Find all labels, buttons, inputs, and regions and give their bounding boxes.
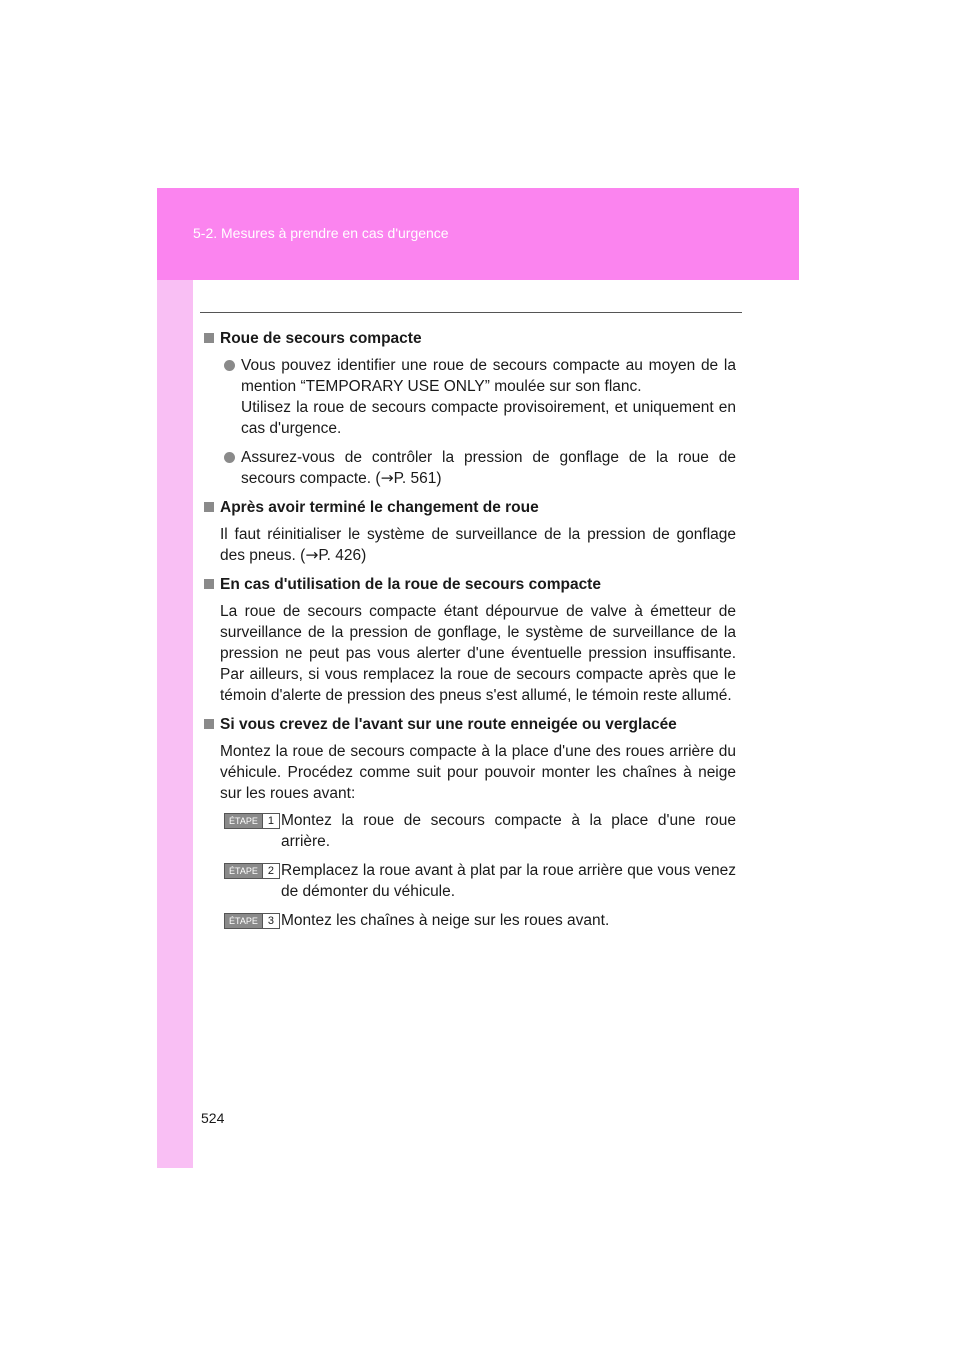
top-rule — [200, 312, 742, 313]
section-title: En cas d'utilisation de la roue de secours compacte — [203, 574, 736, 595]
section-title: Après avoir terminé le changement de roue — [203, 497, 736, 518]
section-text: La roue de secours compacte étant dépourvue de valve à émetteur de surveillance de la pression de gonflage, le système de surveillance de la pression ne peut pas vous alerter d'une éventuelle pression insuffisante. Par ailleurs, si vous remplacez la roue de secours compacte après que le témoin d'alerte de pression des pneus s'est allumé, le témoin reste allumé. — [220, 603, 736, 704]
step-item — [203, 910, 736, 931]
section-title: Si vous crevez de l'avant sur une route enneigée ou verglacée — [203, 714, 736, 735]
round-bullet-icon — [224, 452, 235, 463]
section-text: Il faut réinitialiser le système de surveillance de la pression de gonflage des pneus. (→P. 426) — [220, 526, 736, 564]
section-after-change — [203, 497, 736, 566]
chapter-title: 5-2. Mesures à prendre en cas d'urgence — [193, 225, 449, 241]
square-bullet-icon — [204, 579, 214, 589]
section-snow-ice — [203, 714, 736, 931]
step-item — [203, 810, 736, 852]
bullet-item — [203, 355, 736, 397]
section-compact-spare — [203, 328, 736, 489]
step-badge: ÉTAPE 2 — [224, 863, 280, 879]
bullet-continuation — [203, 397, 736, 439]
page-reference[interactable]: P. 561) — [393, 470, 442, 487]
arrow-icon: → — [305, 546, 319, 564]
bullet-item — [203, 447, 736, 489]
step-badge: ÉTAPE 1 — [224, 813, 280, 829]
arrow-icon: → — [380, 469, 394, 487]
section-title: Roue de secours compacte — [203, 328, 736, 349]
bullet-text: Vous pouvez identifier une roue de secours compacte au moyen de la mention “TEMPORARY USE ONLY” moulée sur son flanc. — [241, 357, 736, 395]
round-bullet-icon — [224, 360, 235, 371]
step-item — [203, 860, 736, 902]
square-bullet-icon — [204, 719, 214, 729]
page-number: 524 — [201, 1110, 225, 1126]
step-badge: ÉTAPE 3 — [224, 913, 280, 929]
side-strip — [157, 188, 193, 1168]
square-bullet-icon — [204, 502, 214, 512]
page-reference[interactable]: P. 426) — [318, 547, 367, 564]
step-text: Montez les chaînes à neige sur les roues avant. — [281, 912, 610, 929]
section-text: Montez la roue de secours compacte à la place d'une des roues arrière du véhicule. Procédez comme suit pour pouvoir monter les chaînes à neige sur les roues avant: — [220, 743, 736, 802]
step-text: Remplacez la roue avant à plat par la roue arrière que vous venez de démonter du véhicule. — [281, 862, 736, 900]
bullet-text: Assurez-vous de contrôler la pression de gonflage de la roue de secours compacte. ( — [241, 449, 736, 487]
chapter-header — [157, 188, 799, 280]
step-text: Montez la roue de secours compacte à la place d'une roue arrière. — [281, 812, 736, 850]
page-content — [203, 328, 736, 939]
bullet-text: Utilisez la roue de secours compacte provisoirement, et uniquement en cas d'urgence. — [241, 399, 736, 437]
section-using-compact — [203, 574, 736, 706]
square-bullet-icon — [204, 333, 214, 343]
